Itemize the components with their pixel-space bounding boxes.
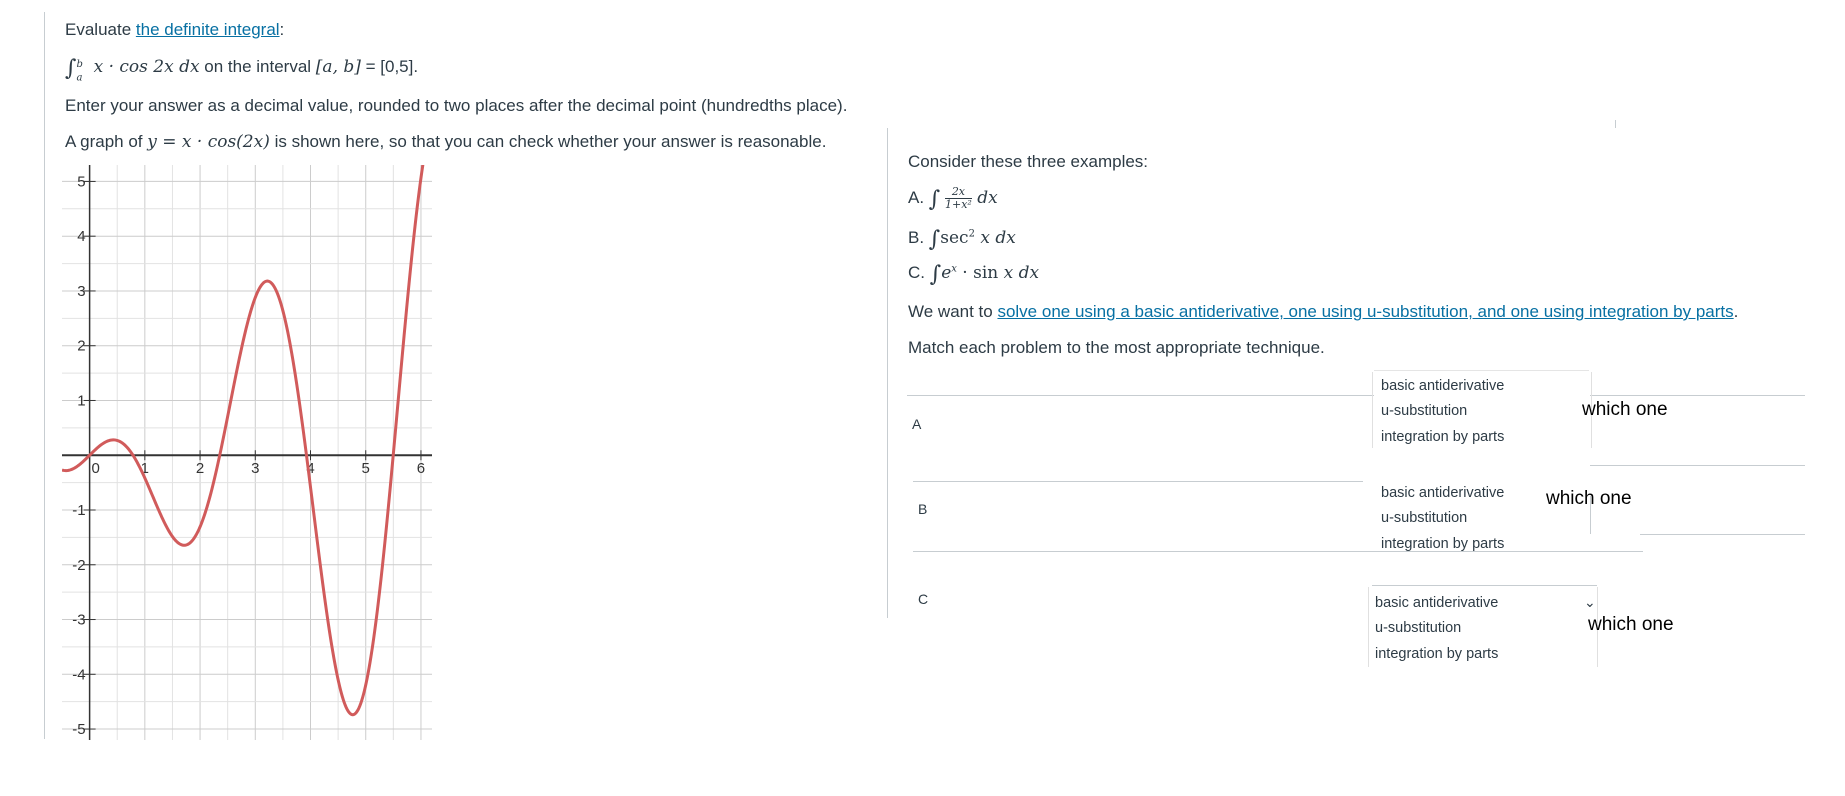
integral-sign: ∫ — [928, 227, 941, 252]
example-c-math: $e^x \cdot \sin x$ dx — [941, 263, 1040, 283]
integral-sign: ∫ — [928, 186, 941, 212]
function-graph — [62, 165, 432, 740]
row-a-bottom-border — [1374, 370, 1589, 371]
caption-suffix: is shown here, so that you can check whether your answer is reasonable. — [269, 132, 827, 151]
caption-prefix: A graph of — [65, 132, 148, 151]
x-tick-label: 0 — [91, 460, 100, 478]
match-instructions: Match each problem to the most appropriate technique. — [908, 338, 1325, 357]
row-c-option-parts[interactable]: integration by parts — [1375, 646, 1499, 662]
row-b-option-usub[interactable]: u-substitution — [1381, 510, 1468, 526]
x-tick-label: 4 — [306, 460, 315, 478]
fraction-denominator: 1+x² — [945, 198, 972, 211]
integrand-math: x · cos 2x dx — [93, 57, 200, 77]
row-c-which-one[interactable]: which one — [1588, 614, 1674, 635]
integral-sign: ∫ — [929, 262, 942, 287]
row-b-right-line — [1640, 534, 1805, 535]
prompt-line — [65, 20, 284, 40]
example-a-label: A. — [908, 187, 925, 207]
row-c-top-border — [1372, 585, 1597, 586]
row-a-option-parts[interactable]: integration by parts — [1381, 429, 1505, 445]
row-b-which-one[interactable]: which one — [1546, 488, 1632, 509]
y-tick-label: 5 — [77, 173, 86, 191]
example-b — [908, 227, 1016, 252]
y-tick-label: 2 — [77, 337, 86, 355]
row-a-top-border — [907, 395, 1374, 396]
example-c — [908, 262, 1039, 287]
example-a — [908, 186, 998, 212]
y-tick-label: -5 — [72, 721, 86, 739]
panel-divider — [887, 128, 888, 618]
example-c-label: C. — [908, 263, 925, 282]
y-tick-label: 4 — [77, 228, 86, 246]
y-tick-label: 3 — [77, 282, 86, 300]
example-a-fraction — [945, 186, 972, 211]
consider-text: Consider these three examples: — [908, 152, 1149, 171]
row-b-top-border — [913, 481, 1363, 482]
definite-integral-link[interactable]: the definite integral — [135, 20, 280, 39]
row-b-option-parts[interactable]: integration by parts — [1381, 536, 1505, 552]
interval-math: [a, b] — [315, 57, 361, 77]
x-tick-label: 5 — [361, 460, 370, 478]
interval-value: = [0,5]. — [360, 57, 419, 76]
techniques-link[interactable]: solve one using a basic antiderivative, one using u-substitution, and one using integration by parts — [997, 302, 1734, 321]
y-tick-label: 1 — [77, 392, 86, 410]
x-tick-label: 2 — [195, 460, 205, 478]
chevron-down-icon[interactable]: ⌄ — [1584, 594, 1596, 610]
row-a-option-usub[interactable]: u-substitution — [1381, 403, 1468, 419]
prompt-prefix: Evaluate — [65, 20, 136, 39]
row-b-label: B — [918, 501, 928, 517]
y-tick-label: -4 — [72, 666, 86, 684]
y-tick-label: -2 — [72, 556, 86, 574]
want-prefix: We want to — [908, 302, 998, 321]
row-a-label: A — [912, 416, 922, 432]
example-a-tail: dx — [971, 187, 998, 208]
row-a-bottom-line — [1590, 465, 1805, 466]
integral-sign: $\int_a^b$ — [65, 56, 83, 84]
row-c-label: C — [918, 591, 929, 607]
row-a-right-line — [1590, 395, 1805, 396]
prompt-suffix: : — [279, 20, 285, 39]
want-line — [908, 302, 1738, 322]
x-tick-label: 3 — [251, 460, 260, 478]
caption-math: y = x · cos(2x) — [147, 132, 270, 152]
row-b-option-basic[interactable]: basic antiderivative — [1381, 485, 1505, 501]
want-suffix: . — [1733, 302, 1739, 321]
example-b-math: $\sec^2 x$ dx — [940, 228, 1016, 248]
row-a-which-one[interactable]: which one — [1582, 399, 1668, 420]
interval-text: on the interval — [199, 57, 316, 76]
row-c-option-basic[interactable]: basic antiderivative — [1375, 595, 1499, 611]
row-c-option-usub[interactable]: u-substitution — [1375, 620, 1462, 636]
y-tick-label: -3 — [72, 611, 86, 629]
x-tick-label: 6 — [416, 460, 426, 478]
tick-mark — [1615, 120, 1616, 128]
integral-line — [65, 56, 418, 83]
left-border — [44, 12, 45, 739]
instructions: Enter your answer as a decimal value, rounded to two places after the decimal point (hundredths place). — [65, 96, 848, 115]
fraction-numerator: 2x — [945, 186, 972, 199]
row-b-bottom-border — [913, 551, 1363, 552]
graph-caption — [65, 132, 826, 152]
x-tick-label: 1 — [140, 460, 150, 478]
example-b-label: B. — [908, 228, 925, 247]
y-tick-label: -1 — [72, 502, 86, 519]
row-a-option-basic[interactable]: basic antiderivative — [1381, 378, 1505, 394]
